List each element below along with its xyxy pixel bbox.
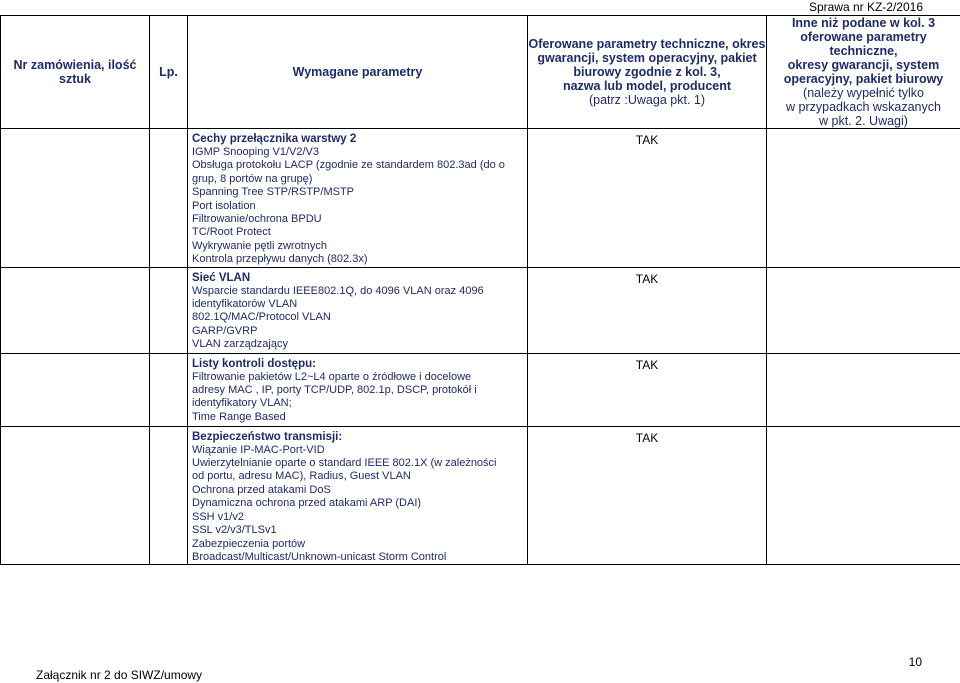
lp-cell (150, 129, 188, 268)
requirement-cell: Sieć VLAN Wsparcie standardu IEEE802.1Q, do 4096 VLAN oraz 4096 identyfikatorów VLAN 802.1Q/MAC/Protocol VLAN GARP/GVRP VLAN zarządzający (188, 267, 528, 353)
header-offered-parameters: Oferowane parametry techniczne, okres gwarancji, system operacyjny, pakiet biurowy zgodnie z kol. 3, nazwa lub model, producent (patrz :Uwaga pkt. 1) (528, 16, 767, 129)
table-row (1, 353, 960, 426)
parameters-table (0, 15, 960, 565)
order-cell (1, 267, 150, 353)
header-required-parameters: Wymagane parametry (188, 16, 528, 129)
order-cell (1, 353, 150, 426)
header-other-parameters: Inne niż podane w kol. 3 oferowane parametry techniczne, okresy gwarancji, system operacyjny, pakiet biurowy (należy wypełnić tylko w przypadkach wskazanych w pkt. 2. Uwagi) (767, 16, 960, 129)
offer-cell: TAK (528, 426, 767, 565)
section-title: Bezpieczeństwo transmisji: (192, 430, 343, 443)
lp-cell (150, 353, 188, 426)
other-cell[interactable] (767, 426, 960, 565)
table-row (1, 129, 960, 268)
header-lp: Lp. (150, 16, 188, 129)
table-row (1, 267, 960, 353)
requirement-cell: Cechy przełącznika warstwy 2 IGMP Snooping V1/V2/V3 Obsługa protokołu LACP (zgodnie ze standardem 802.3ad (do o grup, 8 portów na grupę) Spanning Tree STP/RSTP/MSTP Port isolation Filtrowanie/ochrona BPDU TC/Root Protect Wykrywanie pętli zwrotnych Kontrola przepływu danych (802.3x) (188, 129, 528, 268)
requirement-cell: Listy kontroli dostępu: Filtrowanie pakietów L2~L4 oparte o źródłowe i docelowe adresy MAC , IP, porty TCP/UDP, 802.1p, DSCP, protokół i identyfikatory VLAN; Time Range Based (188, 353, 528, 426)
offer-cell: TAK (528, 129, 767, 268)
requirement-cell: Bezpieczeństwo transmisji: Wiązanie IP-MAC-Port-VID Uwierzytelnianie oparte o standard IEEE 802.1X (w zależności od portu, adresu MAC), Radius, Guest VLAN Ochrona przed atakami DoS Dynamiczna ochrona przed atakami ARP (DAI) SSH v1/v2 SSL v2/v3/TLSv1 Zabezpieczenia portów Broadcast/Multicast/Unknown-unicast Storm Control (188, 426, 528, 565)
other-cell[interactable] (767, 353, 960, 426)
section-title: Cechy przełącznika warstwy 2 (192, 133, 357, 145)
table-row (1, 426, 960, 565)
offer-cell: TAK (528, 267, 767, 353)
attachment-footer: Załącznik nr 2 do SIWZ/umowy (36, 668, 203, 682)
order-cell (1, 426, 150, 565)
lp-cell (150, 267, 188, 353)
other-cell[interactable] (767, 129, 960, 268)
page-number: 10 (908, 655, 922, 669)
section-title: Listy kontroli dostępu: (192, 357, 316, 370)
order-cell (1, 129, 150, 268)
other-cell[interactable] (767, 267, 960, 353)
header-row (1, 16, 960, 129)
section-title: Sieć VLAN (192, 271, 251, 284)
offer-cell: TAK (528, 353, 767, 426)
header-order-quantity: Nr zamówienia, ilość sztuk (1, 16, 150, 129)
lp-cell (150, 426, 188, 565)
case-reference: Sprawa nr KZ-2/2016 (808, 0, 923, 14)
